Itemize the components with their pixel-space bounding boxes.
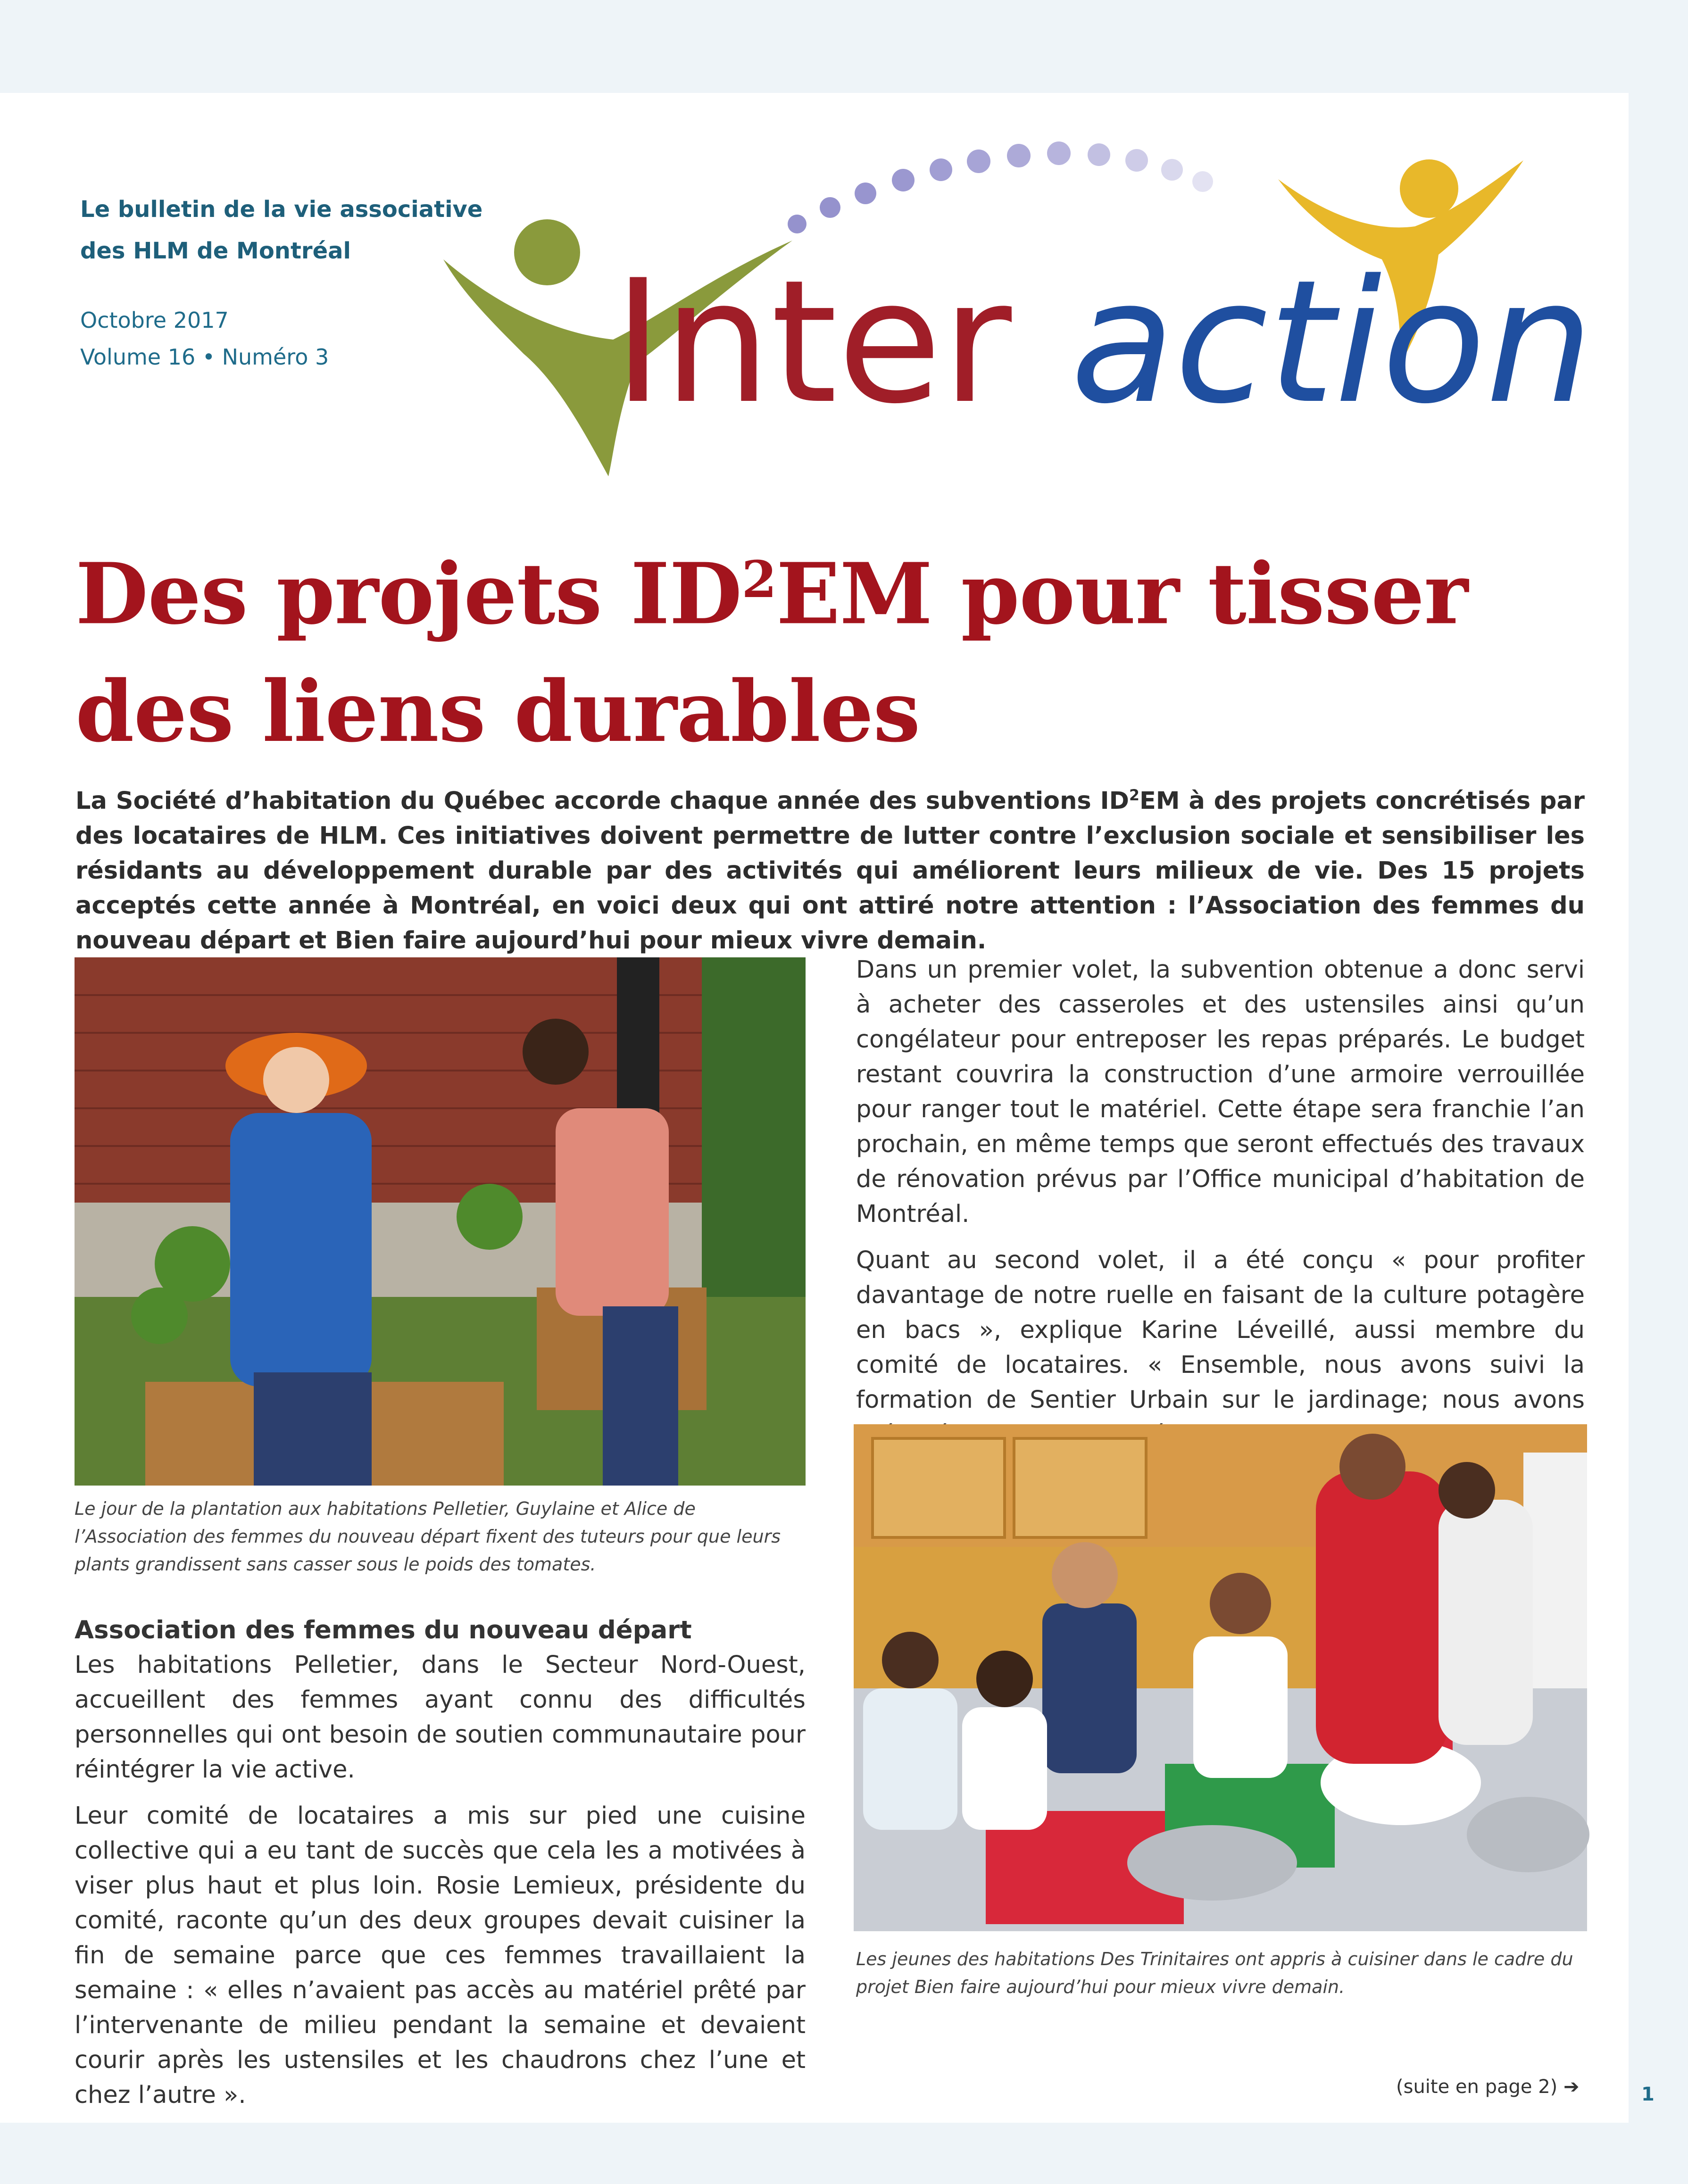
tagline-line-1: Le bulletin de la vie associative <box>80 196 483 223</box>
section-subhead: Association des femmes du nouveau départ <box>75 1616 692 1644</box>
logo-dots <box>788 141 1213 233</box>
column-1 <box>75 1613 806 2124</box>
column-2-paragraph-1: Dans un premier volet, la subvention obtenue a donc servi à acheter des casseroles et des ustensiles ainsi qu’un congélateur pour entreposer les repas préparés. Le budget restant couvrira la construction d’une armoire verrouillée pour ranger tout le matériel. Cette étape sera franchie l’an prochain, en même temps que seront effectués des travaux de rénovation prévus par l’Office municipal d’habitation de Montréal. <box>856 956 1585 1228</box>
interaction-logo <box>415 118 1594 486</box>
column-1-paragraph-1: Les habitations Pelletier, dans le Secteur Nord-Ouest, accueillent des femmes ayant connu des difficultés personnelles qui ont besoin de soutien communautaire pour réintégrer la vie active. <box>75 1651 806 1784</box>
column-2-paragraph-2: Quant au second volet, il a été conçu « pour profiter davantage de notre ruelle en faisant de la culture potagère en bacs », explique Karine Léveillé, aussi membre du comité de locataires. « Ensemble, nous avons suivi la formation de Sentier Urbain sur le jardinage; nous avons <box>856 1246 1585 1414</box>
garden-photo <box>75 957 806 1486</box>
logo-text-action: action <box>1071 243 1594 441</box>
headline-line-2: des liens durables <box>75 662 920 761</box>
column-2 <box>856 953 1585 1499</box>
headline <box>75 519 1585 771</box>
arrow-right-icon: ➔ <box>1563 2076 1580 2098</box>
kitchen-photo <box>854 1424 1587 1931</box>
issue-date: Octobre 2017 <box>80 307 229 333</box>
continued-link[interactable]: (suite en page 2) ➔ <box>1396 2076 1580 2098</box>
column-1-paragraph-2: Leur comité de locataires a mis sur pied une cuisine collective qui a eu tant de succès que cela les a motivées à viser plus haut et plus loin. Rosie Lemieux, présidente du comité, raconte qu’un des deux groupes devait cuisiner la fin de semaine parce que ces femmes travaillaient la semaine : « elles n’avaient pas accès au matériel prêté par l’intervenante de milieu pendant la semaine et devaient courir après les ustensiles et les chaudrons chez l’une et chez l’autre ». <box>75 1802 806 2109</box>
tagline-line-2: des HLM de Montréal <box>80 238 351 264</box>
photo-2-caption: Les jeunes des habitations Des Trinitaires ont appris à cuisiner dans le cadre du projet Bien faire aujourd’hui pour mieux vivre demain. <box>856 1949 1573 1997</box>
issue-volume: Volume 16 • Numéro 3 <box>80 344 329 370</box>
issue-info <box>80 302 410 375</box>
logo-text-inter: Inter <box>613 243 1012 441</box>
photo-1-caption: Le jour de la plantation aux habitations Pelletier, Guylaine et Alice de l’Association des femmes du nouveau départ fixent des tuteurs pour que leurs plants grandissent sans casser sous le poids des tomates. <box>75 1498 781 1575</box>
headline-line-1: Des projets $ID^2EM$ pour tisser <box>75 544 1468 643</box>
lede-paragraph: La Société d’habitation du Québec accorde chaque année des subventions $ID^2EM$ à des projets concrétisés par des locataires de HLM. Ces initiatives doivent permettre de lutter contre l’exclusion sociale et sensibiliser les résidants au développement durable par des activités qui améliorent leurs milieux de vie. Des 15 projets acceptés cette année à Montréal, en voici deux qui ont attiré notre attention : l’Association des femmes du nouveau départ et Bien faire aujourd’hui pour mieux vivre demain. <box>75 787 1585 955</box>
page-number: 1 <box>1641 2084 1655 2105</box>
